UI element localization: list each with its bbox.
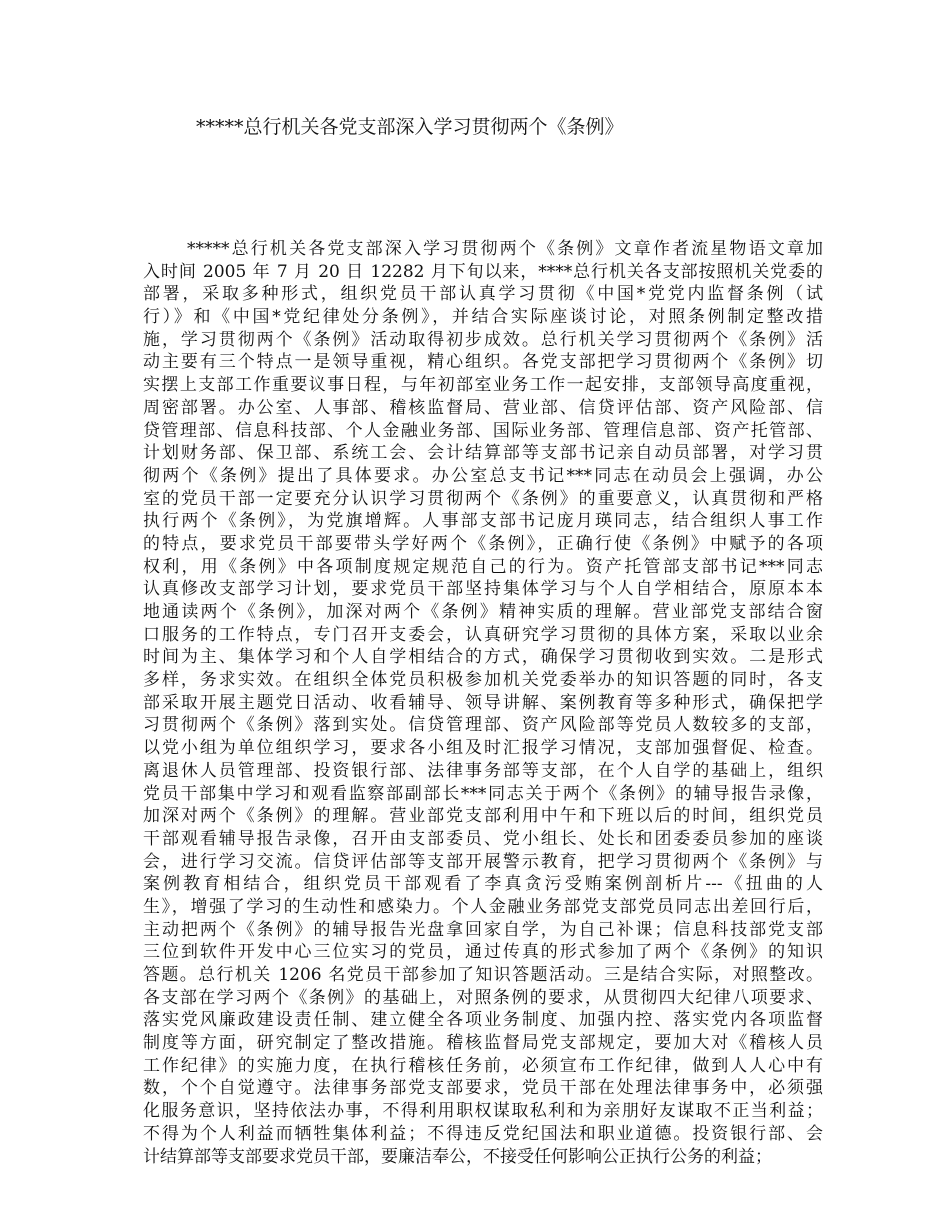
document-title: *****总行机关各党支部深入学习贯彻两个《条例》 [196,116,624,138]
body-line: 三位到软件开发中心三位实习的党员，通过传真的形式参加了两个《条例》的知识 [143,942,823,963]
body-line: 制度等方面，研究制定了整改措施。稽核监督局党支部规定，要加大对《稽核人员 [143,1033,823,1054]
body-line: 贷管理部、信息科技部、个人金融业务部、国际业务部、管理信息部、资产托管部、 [143,420,823,441]
document-body [143,238,823,1168]
body-line: 答题。总行机关 1206 名党员干部参加了知识答题活动。三是结合实际，对照整改。 [143,965,823,985]
body-line: 周密部署。办公室、人事部、稽核监督局、营业部、信贷评估部、资产风险部、信 [143,397,823,418]
body-line: 各支部在学习两个《条例》的基础上，对照条例的要求，从贯彻四大纪律八项要求、 [143,987,823,1008]
body-line: 计划财务部、保卫部、系统工会、会计结算部等支部书记亲自动员部署，对学习贯 [143,443,823,464]
body-line: 认真修改支部学习计划，要求党员干部坚持集体学习与个人自学相结合，原原本本 [143,579,823,600]
body-line: 多样，务求实效。在组织全体党员积极参加机关党委举办的知识答题的同时，各支 [143,670,823,691]
body-line: 党员干部集中学习和观看监察部副部长***同志关于两个《条例》的辅导报告录像， [143,783,823,804]
body-line: 口服务的工作特点，专门召开支委会，认真研究学习贯彻的具体方案，采取以业余 [143,624,823,645]
body-line: 计结算部等支部要求党员干部，要廉洁奉公，不接受任何影响公正执行公务的利益； [143,1146,772,1167]
body-line: 落实党风廉政建设责任制、建立健全各项业务制度、加强内控、落实党内各项监督 [143,1010,823,1031]
body-line: 行）》和《中国*党纪律处分条例》，并结合实际座谈讨论，对照条例制定整改措 [143,307,823,328]
body-line: 加深对两个《条例》的理解。营业部党支部利用中午和下班以后的时间，组织党员 [143,806,823,827]
body-line: 离退休人员管理部、投资银行部、法律事务部等支部，在个人自学的基础上，组织 [143,760,823,781]
body-line: 权利，用《条例》中各项制度规定规范自己的行为。资产托管部支部书记***同志 [143,556,823,577]
body-line: 时间为主、集体学习和个人自学相结合的方式，确保学习贯彻收到实效。二是形式 [143,647,823,668]
body-line: 室的党员干部一定要充分认识学习贯彻两个《条例》的重要意义，认真贯彻和严格 [143,488,823,509]
body-line: 化服务意识，坚持依法办事，不得利用职权谋取私利和为亲朋好友谋取不正当利益； [143,1101,823,1122]
body-line: 实摆上支部工作重要议事日程，与年初部室业务工作一起安排，支部领导高度重视， [143,375,823,396]
body-line: 施，学习贯彻两个《条例》活动取得初步成效。总行机关学习贯彻两个《条例》活 [143,329,823,350]
body-line: 数，个个自觉遵守。法律事务部党支部要求，党员干部在处理法律事务中，必须强 [143,1078,823,1099]
body-line: 不得为个人利益而牺牲集体利益；不得违反党纪国法和职业道德。投资银行部、会 [143,1123,823,1144]
body-line: 部署，采取多种形式，组织党员干部认真学习贯彻《中国*党党内监督条例（试 [143,284,823,305]
body-line: 干部观看辅导报告录像，召开由支部委员、党小组长、处长和团委委员参加的座谈 [143,828,823,849]
body-line: 动主要有三个特点一是领导重视，精心组织。各党支部把学习贯彻两个《条例》切 [143,352,823,373]
body-line: 工作纪律》的实施力度，在执行稽核任务前，必须宣布工作纪律，做到人人心中有 [143,1055,823,1076]
body-line: 会，进行学习交流。信贷评估部等支部开展警示教育，把学习贯彻两个《条例》与 [143,851,823,872]
body-line: 的特点，要求党员干部要带头学好两个《条例》，正确行使《条例》中赋予的各项 [143,533,823,554]
body-line: 执行两个《条例》，为党旗增辉。人事部支部书记庞月瑛同志，结合组织人事工作 [143,511,823,532]
body-line: *****总行机关各党支部深入学习贯彻两个《条例》文章作者流星物语文章加 [187,239,823,259]
body-line: 地通读两个《条例》，加深对两个《条例》精神实质的理解。营业部党支部结合窗 [143,602,823,622]
body-line: 入时间 2005 年 7 月 20 日 12282 月下旬以来，****总行机关各支部按照机关党委的 [143,261,823,282]
body-line: 案例教育相结合，组织党员干部观看了李真贪污受贿案例剖析片---《扭曲的人 [143,874,823,895]
body-line: 习贯彻两个《条例》落到实处。信贷管理部、资产风险部等党员人数较多的支部， [143,715,823,736]
body-line: 彻两个《条例》提出了具体要求。办公室总支书记***同志在动员会上强调，办公 [143,465,823,486]
body-line: 以党小组为单位组织学习，要求各小组及时汇报学习情况，支部加强督促、检查。 [143,738,823,759]
body-line: 部采取开展主题党日活动、收看辅导、领导讲解、案例教育等多种形式，确保把学 [143,692,823,713]
body-line: 主动把两个《条例》的辅导报告光盘拿回家自学，为自己补课；信息科技部党支部 [143,919,823,940]
body-line: 生》，增强了学习的生动性和感染力。个人金融业务部党支部党员同志出差回行后， [143,896,823,917]
